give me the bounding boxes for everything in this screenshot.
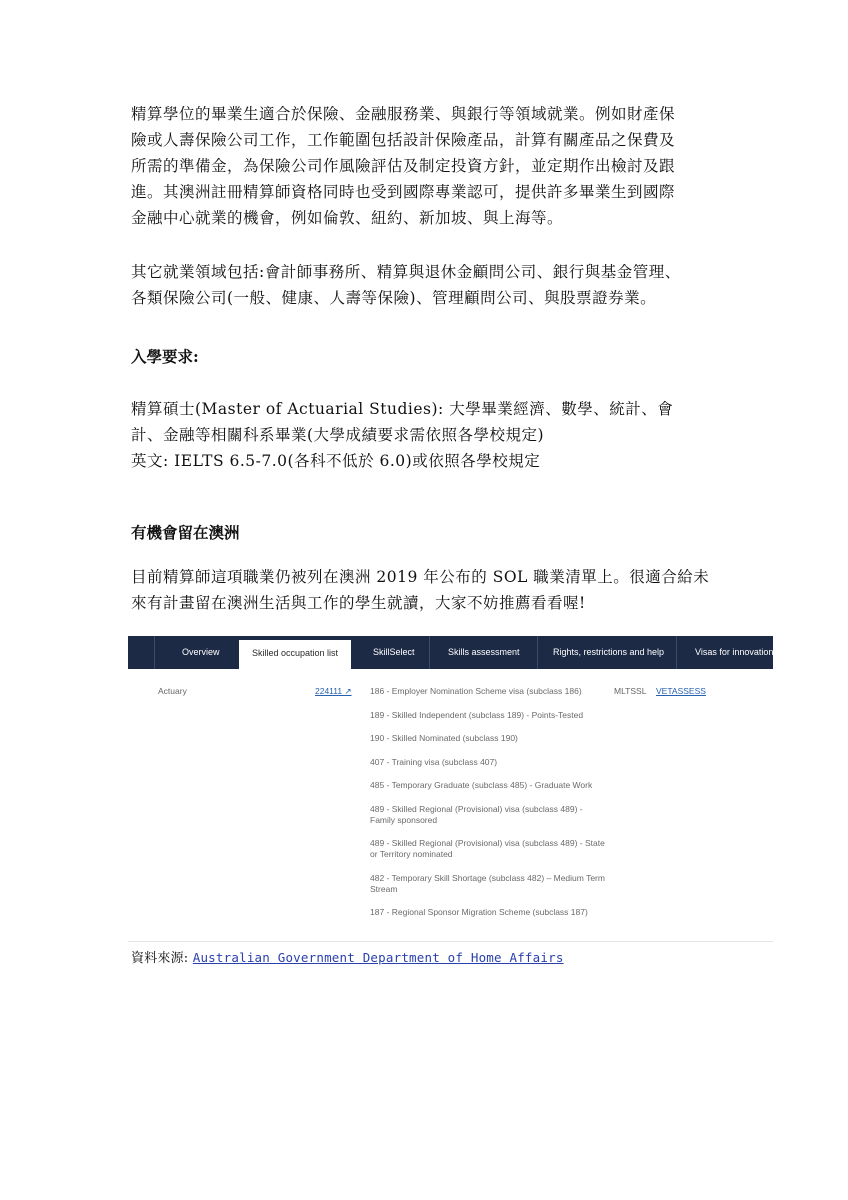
stay-line: 來有計畫留在澳洲生活與工作的學生就讀，大家不妨推薦看看喔! (131, 594, 586, 612)
visa-item: 485 - Temporary Graduate (subclass 485) - Graduate Work (370, 780, 593, 790)
admission-paragraph (131, 396, 731, 474)
other-fields-paragraph (131, 259, 731, 311)
stay-paragraph (131, 564, 731, 616)
tab-divider (676, 636, 677, 669)
stay-line: 目前精算師這項職業仍被列在澳洲 2019 年公布的 SOL 職業清單上。很適合給未 (131, 568, 710, 586)
other-line: 各類保險公司(一般、健康、人壽等保險)、管理顧問公司、與股票證券業。 (131, 289, 657, 307)
intro-line: 進。其澳洲註冊精算師資格同時也受到國際專業認可，提供許多畢業生到國際 (131, 183, 676, 201)
intro-line: 精算學位的畢業生適合於保險、金融服務業、與銀行等領域就業。例如財產保 (131, 105, 676, 123)
visa-item: 489 - Skilled Regional (Provisional) visa (subclass 489) - Family sponsored (370, 803, 583, 825)
visa-item: 482 - Temporary Skill Shortage (subclass 482) – Medium Term Stream (370, 872, 605, 894)
intro-line: 所需的準備金，為保險公司作風險評估及制定投資方針，並定期作出檢討及跟 (131, 157, 676, 175)
source-label: 資料來源: (131, 951, 189, 966)
anzsco-code-link[interactable]: 224111 ↗ (315, 686, 352, 696)
visa-list (370, 686, 605, 931)
admission-line: 計、金融等相關科系畢業(大學成績要求需依照各學校規定) (131, 426, 545, 444)
source-link[interactable]: Australian Government Department of Home Affairs (192, 950, 564, 965)
screenshot-tab-bar (128, 636, 773, 669)
tab-overview[interactable]: Overview (182, 647, 220, 657)
other-line: 其它就業領域包括:會計師事務所、精算與退休金顧問公司、銀行與基金管理、 (131, 263, 681, 281)
tab-skills-assessment[interactable]: Skills assessment (448, 647, 520, 657)
tab-divider (429, 636, 430, 669)
tab-divider (154, 636, 155, 669)
tab-divider (537, 636, 538, 669)
visa-item: 190 - Skilled Nominated (subclass 190) (370, 733, 518, 743)
admission-line: 精算碩士(Master of Actuarial Studies): 大學畢業經濟、數學、統計、會 (131, 400, 674, 418)
source-line (131, 947, 564, 966)
tab-visas-for-innovation[interactable]: Visas for innovation (695, 647, 773, 657)
stay-heading: 有機會留在澳洲 (131, 523, 240, 542)
intro-paragraph (131, 101, 731, 231)
intro-line: 金融中心就業的機會，例如倫敦、紐約、新加坡、與上海等。 (131, 209, 564, 227)
visa-item: 407 - Training visa (subclass 407) (370, 756, 498, 767)
assessing-authority-link[interactable]: VETASSESS (656, 686, 706, 696)
visa-item: 489 - Skilled Regional (Provisional) visa (subclass 489) - State or Territory nominated (370, 838, 605, 859)
tab-skilled-occupation-list[interactable]: Skilled occupation list (239, 640, 351, 669)
occupation-table-row (128, 669, 773, 942)
tab-skillselect[interactable]: SkillSelect (373, 647, 415, 657)
intro-line: 險或人壽保險公司工作，工作範圍包括設計保險產品，計算有關產品之保費及 (131, 131, 676, 149)
occupation-name: Actuary (158, 686, 187, 696)
tab-rights-restrictions-help[interactable]: Rights, restrictions and help (553, 647, 665, 657)
visa-item: 187 - Regional Sponsor Migration Scheme (subclass 187) (370, 907, 588, 917)
occupation-list-type: MLTSSL (614, 686, 647, 696)
admission-heading: 入學要求: (131, 347, 199, 366)
visa-item: 186 - Employer Nomination Scheme visa (subclass 186) (370, 686, 582, 696)
visa-item: 189 - Skilled Independent (subclass 189) - Points-Tested (370, 709, 584, 720)
admission-line: 英文: IELTS 6.5-7.0(各科不低於 6.0)或依照各學校規定 (131, 452, 541, 470)
